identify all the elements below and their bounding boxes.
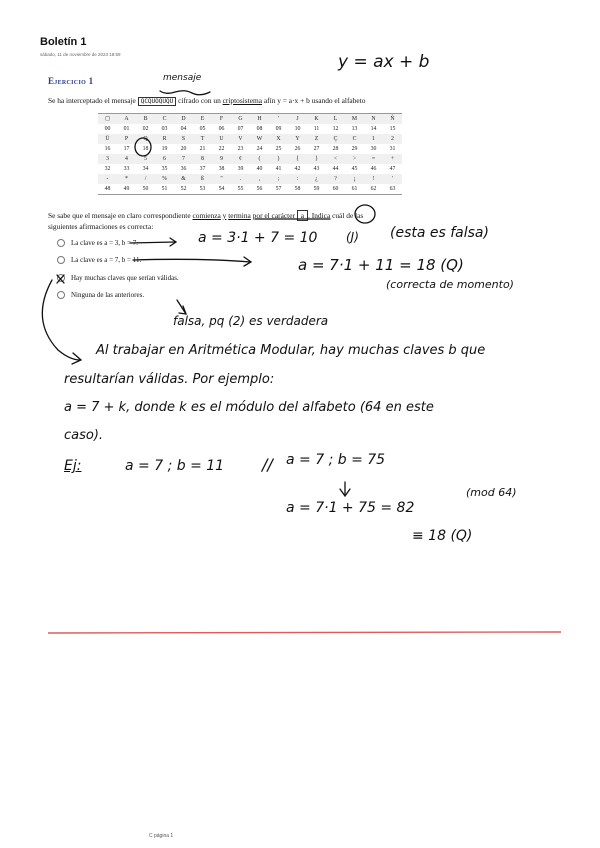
option-label: Hay muchas claves que serían válidas.: [71, 274, 179, 282]
alphabet-num-cell: 47: [383, 164, 402, 174]
alphabet-num-cell: 38: [212, 164, 231, 174]
alphabet-num-cell: 37: [193, 164, 212, 174]
question-line-2: siguientes afirmaciones es correcta:: [48, 222, 154, 231]
alphabet-char-cell: M: [345, 114, 364, 125]
alphabet-char-cell: Y: [288, 134, 307, 144]
arrow-curve: [42, 280, 80, 360]
alphabet-num-cell: 30: [364, 144, 383, 154]
question-line-1c: . Indica cuál de las: [308, 211, 364, 220]
hand-opt3-note: falsa, pq (2) es verdadera: [173, 314, 329, 328]
alphabet-char-cell: &: [174, 174, 193, 184]
circle-q: [135, 138, 151, 156]
alphabet-num-cell: 23: [231, 144, 250, 154]
divider-line: [48, 632, 561, 633]
option-label: La clave es a = 3, b = 7.: [71, 239, 138, 247]
alphabet-num-cell: 16: [98, 144, 117, 154]
alphabet-char-cell: ?: [326, 174, 345, 184]
alphabet-char-cell: Ü: [98, 134, 117, 144]
alphabet-char-cell: F: [212, 114, 231, 125]
alphabet-num-cell: 01: [117, 124, 136, 134]
alphabet-char-cell: %: [155, 174, 174, 184]
alphabet-num-cell: 25: [269, 144, 288, 154]
alphabet-num-cell: 02: [136, 124, 155, 134]
alphabet-char-cell: ,: [250, 174, 269, 184]
alphabet-char-cell: Ñ: [383, 114, 402, 125]
alphabet-num-cell: 03: [155, 124, 174, 134]
alphabet-char-cell: 8: [193, 154, 212, 164]
question-line-1b: por el carácter: [252, 211, 295, 220]
arrow-opt4-head: [179, 306, 186, 314]
hand-ej-2: a = 7 ; b = 75: [286, 452, 386, 468]
alphabet-char-cell: 1: [364, 134, 383, 144]
alphabet-num-cell: 12: [326, 124, 345, 134]
x-mark-icon: [57, 275, 64, 283]
alphabet-num-cell: 00: [98, 124, 117, 134]
alphabet-num-cell: 10: [288, 124, 307, 134]
alphabet-char-cell: G: [231, 114, 250, 125]
alphabet-num-cell: 45: [345, 164, 364, 174]
alphabet-num-cell: 41: [269, 164, 288, 174]
alphabet-char-cell: E: [193, 114, 212, 125]
alphabet-num-cell: 21: [193, 144, 212, 154]
alphabet-num-cell: 31: [383, 144, 402, 154]
alphabet-char-cell: U: [212, 134, 231, 144]
alphabet-num-cell: 11: [307, 124, 326, 134]
alphabet-char-cell: 2: [383, 134, 402, 144]
alphabet-char-cell: ß: [193, 174, 212, 184]
alphabet-num-cell: 07: [231, 124, 250, 134]
alphabet-num-cell: 49: [117, 184, 136, 195]
brace-stroke: [160, 91, 210, 95]
alphabet-char-cell: T: [193, 134, 212, 144]
alphabet-num-cell: 05: [193, 124, 212, 134]
hand-para-2: resultarían válidas. Por ejemplo:: [64, 372, 275, 387]
alphabet-num-cell: 15: [383, 124, 402, 134]
alphabet-num-cell: 33: [117, 164, 136, 174]
alphabet-char-cell: :: [288, 174, 307, 184]
alphabet-num-cell: 26: [288, 144, 307, 154]
alphabet-char-cell: ': [383, 174, 402, 184]
alphabet-char-cell: N: [364, 114, 383, 125]
alphabet-char-cell: 9: [212, 154, 231, 164]
alphabet-num-cell: 24: [250, 144, 269, 154]
alphabet-num-cell: 36: [174, 164, 193, 174]
intro-link: criptosistema: [222, 96, 263, 105]
alphabet-char-cell: >: [345, 154, 364, 164]
alphabet-char-cell: B: [136, 114, 155, 125]
alphabet-num-cell: 42: [288, 164, 307, 174]
cipher-message: QCQUOQUQU: [138, 97, 177, 106]
alphabet-char-cell: H: [250, 114, 269, 125]
alphabet-num-cell: 58: [288, 184, 307, 195]
alphabet-num-cell: 56: [250, 184, 269, 195]
alphabet-char-cell: ': [269, 114, 288, 125]
alphabet-char-cell: V: [231, 134, 250, 144]
hand-ej-1: a = 7 ; b = 11: [125, 458, 225, 474]
alphabet-num-cell: 60: [326, 184, 345, 195]
alphabet-num-cell: 04: [174, 124, 193, 134]
alphabet-char-cell: ¢: [231, 154, 250, 164]
alphabet-char-cell: ¡: [345, 174, 364, 184]
intro-text-1: Se ha interceptado el mensaje: [48, 96, 136, 105]
alphabet-num-cell: 50: [136, 184, 155, 195]
alphabet-char-cell: R: [155, 134, 174, 144]
alphabet-num-cell: 62: [364, 184, 383, 195]
alphabet-num-cell: 35: [155, 164, 174, 174]
alphabet-char-cell: ¿: [307, 174, 326, 184]
option-label: La clave es a = 7, b = 11.: [71, 256, 142, 264]
intro-text-2: cifrado con un: [178, 96, 221, 105]
alphabet-num-cell: 48: [98, 184, 117, 195]
alphabet-num-cell: 18: [136, 144, 155, 154]
alphabet-char-cell: ): [269, 154, 288, 164]
char-box: a: [297, 210, 308, 221]
alphabet-char-cell: (: [250, 154, 269, 164]
alphabet-num-cell: 34: [136, 164, 155, 174]
alphabet-char-cell: C: [155, 114, 174, 125]
word-y: y: [222, 211, 227, 220]
page-title: Boletín 1: [40, 36, 87, 48]
hand-para-4: caso).: [64, 428, 104, 443]
page-footer: C página 1: [149, 833, 174, 839]
alphabet-num-cell: 53: [193, 184, 212, 195]
alphabet-char-cell: ;: [269, 174, 288, 184]
alphabet-char-cell: }: [307, 154, 326, 164]
alphabet-char-cell: L: [326, 114, 345, 125]
alphabet-char-cell: P: [117, 134, 136, 144]
alphabet-num-cell: 06: [212, 124, 231, 134]
alphabet-num-cell: 08: [250, 124, 269, 134]
alphabet-char-cell: {: [288, 154, 307, 164]
alphabet-char-cell: ": [212, 174, 231, 184]
hand-mod-note: (mod 64): [466, 486, 517, 499]
alphabet-char-cell: /: [136, 174, 155, 184]
alphabet-char-cell: S: [174, 134, 193, 144]
alphabet-char-cell: -: [98, 174, 117, 184]
alphabet-num-cell: 63: [383, 184, 402, 195]
hand-calc-3: ≡ 18 (Q): [412, 528, 473, 544]
hand-opt2-note: (correcta de momento): [386, 278, 514, 291]
alphabet-num-cell: 55: [231, 184, 250, 195]
alphabet-char-cell: W: [250, 134, 269, 144]
alphabet-num-cell: 59: [307, 184, 326, 195]
alphabet-num-cell: 19: [155, 144, 174, 154]
hand-mensaje: mensaje: [163, 73, 202, 83]
alphabet-char-cell: !: [364, 174, 383, 184]
alphabet-char-cell: C: [345, 134, 364, 144]
hand-para-1: Al trabajar en Aritmética Modular, hay muchas claves b que: [96, 343, 486, 358]
hand-opt2-calc: a = 7·1 + 11 = 18 (Q): [298, 256, 464, 274]
alphabet-num-cell: 57: [269, 184, 288, 195]
alphabet-char-cell: 7: [174, 154, 193, 164]
alphabet-num-cell: 39: [231, 164, 250, 174]
option-label: Ninguna de las anteriores.: [71, 291, 145, 299]
alphabet-num-cell: 44: [326, 164, 345, 174]
hand-para-3: a = 7 + k, donde k es el módulo del alfabeto (64 en este: [64, 400, 434, 415]
alphabet-char-cell: Ç: [326, 134, 345, 144]
alphabet-num-cell: 13: [345, 124, 364, 134]
alphabet-char-cell: .: [231, 174, 250, 184]
alphabet-num-cell: 14: [364, 124, 383, 134]
alphabet-char-cell: J: [288, 114, 307, 125]
alphabet-num-cell: 20: [174, 144, 193, 154]
hand-ej-label: Ej:: [64, 458, 82, 474]
hand-opt1-calc: a = 3·1 + 7 = 10: [198, 230, 318, 246]
alphabet-num-cell: 32: [98, 164, 117, 174]
alphabet-char-cell: ◻: [98, 114, 117, 125]
hand-opt1-note: (esta es falsa): [390, 225, 489, 241]
alphabet-char-cell: Z: [307, 134, 326, 144]
alphabet-char-cell: 3: [98, 154, 117, 164]
alphabet-char-cell: Q: [136, 134, 155, 144]
alphabet-num-cell: 52: [174, 184, 193, 195]
alphabet-num-cell: 27: [307, 144, 326, 154]
alphabet-char-cell: K: [307, 114, 326, 125]
circle-a: [355, 205, 375, 223]
alphabet-num-cell: 43: [307, 164, 326, 174]
exercise-title: Ejercicio 1: [48, 76, 94, 86]
alphabet-num-cell: 46: [364, 164, 383, 174]
alphabet-char-cell: 4: [117, 154, 136, 164]
alphabet-num-cell: 51: [155, 184, 174, 195]
alphabet-num-cell: 29: [345, 144, 364, 154]
alphabet-char-cell: A: [117, 114, 136, 125]
word-comienza: comienza: [192, 211, 221, 220]
arrow-opt1: [130, 242, 175, 243]
alphabet-num-cell: 17: [117, 144, 136, 154]
alphabet-num-cell: 22: [212, 144, 231, 154]
hand-calc-2: a = 7·1 + 75 = 82: [286, 500, 415, 516]
alphabet-char-cell: D: [174, 114, 193, 125]
alphabet-num-cell: 54: [212, 184, 231, 195]
word-termina: termina: [228, 211, 251, 220]
alphabet-num-cell: 09: [269, 124, 288, 134]
alphabet-char-cell: *: [117, 174, 136, 184]
alphabet-num-cell: 28: [326, 144, 345, 154]
page-date: sábado, 11 de noviembre de 2023 18:59: [40, 52, 121, 57]
alphabet-char-cell: <: [326, 154, 345, 164]
alphabet-num-cell: 40: [250, 164, 269, 174]
hand-opt1-tag: (J): [346, 230, 359, 244]
alphabet-char-cell: +: [383, 154, 402, 164]
intro-text-3: afín y = a·x + b usando el alfabeto: [263, 96, 366, 105]
arrow-opt2: [133, 259, 250, 262]
alphabet-char-cell: 5: [136, 154, 155, 164]
alphabet-char-cell: 6: [155, 154, 174, 164]
hand-formula: y = ax + b: [338, 52, 430, 72]
alphabet-num-cell: 61: [345, 184, 364, 195]
alphabet-char-cell: =: [364, 154, 383, 164]
alphabet-char-cell: X: [269, 134, 288, 144]
hand-ej-sep: //: [262, 455, 273, 474]
question-line-1a: Se sabe que el mensaje en claro correspondiente: [48, 211, 191, 220]
